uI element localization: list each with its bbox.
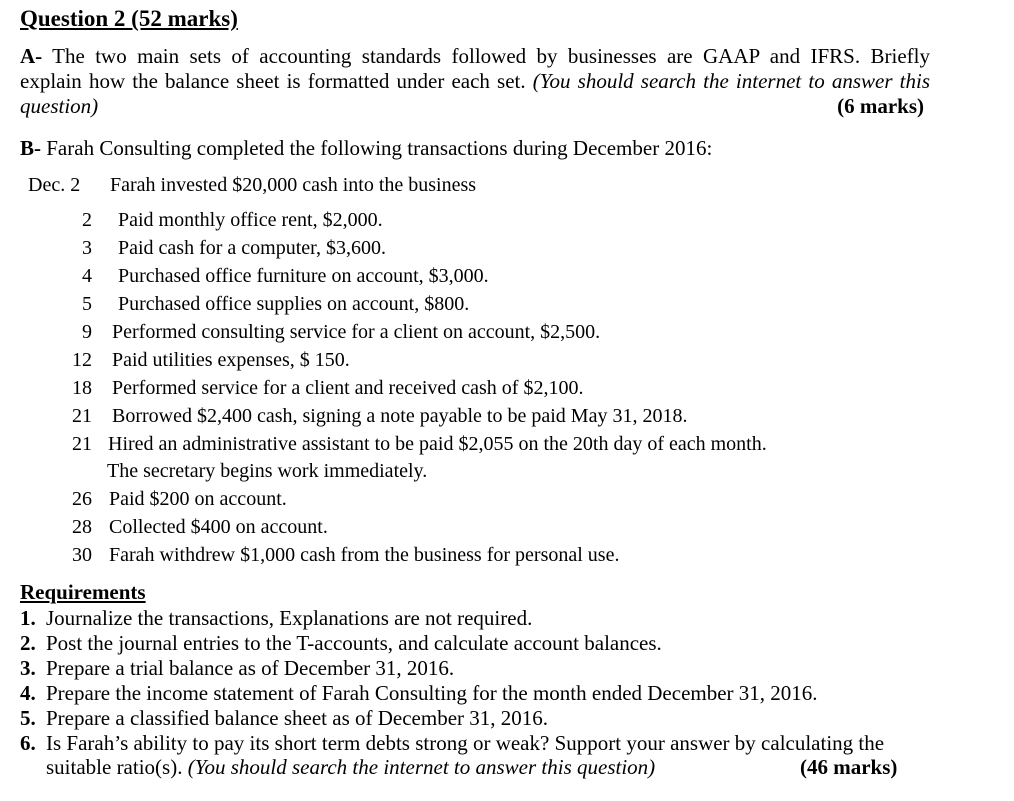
transaction-day: 18 (72, 377, 92, 399)
transaction-description: Farah withdrew $1,000 cash from the business for personal use. (109, 544, 620, 566)
requirement-text: Post the journal entries to the T-accounts, and calculate account balances. (46, 631, 662, 655)
requirement-text: Prepare a classified balance sheet as of December 31, 2016. (46, 706, 549, 730)
part-a-line-2 (20, 69, 930, 94)
requirement-number: 1. (20, 606, 36, 630)
requirement-text: Journalize the transactions, Explanations are not required. (46, 606, 533, 630)
requirement-6-continuation (46, 755, 655, 780)
part-a-italic-note: (You should search the internet to answer this (532, 69, 931, 93)
part-b-label: B- (20, 136, 41, 160)
part-a (20, 44, 930, 119)
part-b-marks: (46 marks) (800, 755, 898, 779)
requirement-text: Prepare a trial balance as of December 31, 2016. (46, 656, 455, 680)
transaction-day: 26 (72, 488, 92, 510)
transaction-day: 21 (72, 405, 92, 427)
requirement-number: 4. (20, 681, 36, 705)
transaction-month: Dec. 2 (28, 174, 81, 196)
part-a-line-3 (20, 94, 930, 119)
question-title: Question 2 (52 marks) (20, 6, 238, 31)
part-a-label: A- (20, 44, 43, 68)
transaction-day: 5 (82, 293, 92, 315)
transaction-day: 3 (82, 237, 92, 259)
requirement-item (20, 706, 548, 731)
part-b-intro (20, 136, 712, 161)
part-a-marks: (6 marks) (837, 94, 924, 118)
requirement-item (20, 656, 454, 681)
requirement-text: Is Farah’s ability to pay its short term debts strong or weak? Support your answer by calculating the (46, 731, 885, 755)
transaction-description: Paid $200 on account. (109, 488, 287, 510)
part-a-text-2: explain how the balance sheet is formatted under each set. (20, 69, 533, 93)
transaction-day: 30 (72, 544, 92, 566)
transaction-description: Paid utilities expenses, $ 150. (112, 349, 350, 371)
transaction-description: Performed service for a client and received cash of $2,100. (112, 377, 584, 399)
requirement-number: 5. (20, 706, 36, 730)
transaction-day: 9 (82, 321, 92, 343)
transaction-day: 4 (82, 265, 92, 287)
transaction-description: Purchased office supplies on account, $800. (118, 293, 470, 315)
part-b-intro-text: Farah Consulting completed the following transactions during December 2016: (41, 136, 713, 160)
requirement-number: 6. (20, 731, 36, 755)
requirement-6-cont-text: suitable ratio(s). (46, 755, 188, 779)
part-a-text-1: The two main sets of accounting standards followed by businesses are GAAP and IFRS. Briefly (42, 44, 930, 68)
requirement-item (20, 681, 818, 706)
transaction-description: The secretary begins work immediately. (107, 460, 428, 482)
requirement-item (20, 631, 662, 656)
requirement-number: 2. (20, 631, 36, 655)
transaction-description: Collected $400 on account. (109, 516, 328, 538)
part-a-line-1 (20, 44, 930, 69)
part-a-italic-end: question) (20, 94, 99, 118)
transaction-description: Purchased office furniture on account, $3,000. (118, 265, 489, 287)
requirements-title: Requirements (20, 580, 146, 604)
transaction-description: Paid monthly office rent, $2,000. (118, 209, 383, 231)
requirement-item (20, 606, 532, 631)
transaction-description: Farah invested $20,000 cash into the business (110, 174, 477, 196)
transaction-description: Hired an administrative assistant to be paid $2,055 on the 20th day of each month. (108, 433, 767, 455)
transaction-description: Paid cash for a computer, $3,600. (118, 237, 387, 259)
transaction-description: Performed consulting service for a client on account, $2,500. (112, 321, 601, 343)
requirement-number: 3. (20, 656, 36, 680)
transaction-day: 12 (72, 349, 92, 371)
requirement-text: Prepare the income statement of Farah Consulting for the month ended December 31, 2016. (46, 681, 818, 705)
requirement-item (20, 731, 884, 756)
requirement-6-italic-note: (You should search the internet to answer this question) (187, 755, 656, 779)
transaction-day: 2 (82, 209, 92, 231)
transaction-description: Borrowed $2,400 cash, signing a note payable to be paid May 31, 2018. (112, 405, 688, 427)
transaction-day: 28 (72, 516, 92, 538)
transaction-day: 21 (72, 433, 92, 455)
